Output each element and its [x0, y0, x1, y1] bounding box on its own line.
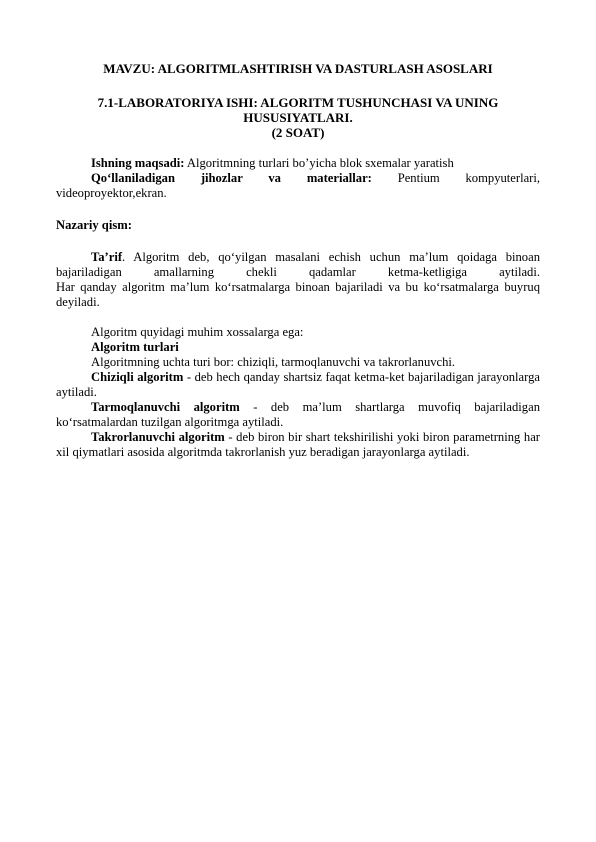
- definition-line1: [56, 250, 540, 265]
- properties-intro: Algoritm quyidagi muhim xossalarga ega:: [91, 325, 304, 339]
- types-intro: Algoritmning uchta turi bor: chiziqli, tarmoqlanuvchi va takrorlanuvchi.: [91, 355, 456, 369]
- types-heading: [56, 340, 575, 355]
- definition-text-line1: . Algoritm deb, qo‘yilgan masalani echish uchun ma’lum qoidaga binoan: [122, 250, 540, 264]
- types-heading-text: Algoritm turlari: [91, 340, 179, 354]
- branching-paragraph: [56, 400, 540, 430]
- loop-label: Takrorlanuvchi algoritm: [91, 430, 225, 444]
- branching-text: - deb ma’lum shartlarga muvofiq bajariladigan ko‘rsatmalardan tuzilgan algoritmga aytiladi.: [56, 400, 540, 429]
- equipment-paragraph: [56, 171, 540, 201]
- goal-text: Algoritmning turlari bo’yicha blok sxemalar yaratish: [184, 156, 454, 170]
- loop-text: - deb biron bir shart tekshirilishi yoki biron parametrning har xil qiymatlari asosida algoritmda takrorlanish yuz beradigan jarayonlarga aytiladi.: [56, 430, 540, 459]
- theory-heading-text: Nazariy qism:: [56, 218, 132, 232]
- lab-title-line2: HUSUSIYATLARI.: [243, 110, 353, 125]
- loop-paragraph: [56, 430, 540, 460]
- equipment-line1: [56, 171, 540, 186]
- equipment-text-line1: Pentium kompyuterlari,: [371, 171, 540, 185]
- lab-duration: (2 SOAT): [271, 125, 325, 140]
- definition-line2: bajariladigan amallarning chekli qadamlar ketma-ketligiga aytiladi.: [56, 265, 540, 279]
- lab-title-line1: 7.1-LABORATORIYA ISHI: ALGORITM TUSHUNCHASI VA UNING: [97, 95, 499, 110]
- equipment-label: Qo‘llaniladigan jihozlar va materiallar:: [91, 171, 372, 185]
- theory-heading: [56, 218, 540, 233]
- goal-label: Ishning maqsadi:: [91, 156, 185, 170]
- definition-label: Ta’rif: [91, 250, 123, 264]
- linear-label: Chiziqli algoritm: [91, 370, 184, 384]
- linear-text: - deb hech qanday shartsiz faqat ketma-ket bajariladigan jarayonlarga aytiladi.: [56, 370, 540, 399]
- topic-title: MAVZU: ALGORITMLASHTIRISH VA DASTURLASH ASOSLARI: [103, 61, 493, 76]
- goal-paragraph: [56, 156, 575, 171]
- definition-rest: Har qanday algoritm ma’lum ko‘rsatmalarga binoan bajariladi va bu ko‘rsatmalarga buyruq deyiladi.: [56, 280, 540, 309]
- equipment-text-line2: videoproyektor,ekran.: [56, 186, 167, 200]
- branching-label: Tarmoqlanuvchi algoritm: [91, 400, 240, 414]
- definition-paragraph: [56, 250, 540, 310]
- linear-paragraph: [56, 370, 540, 400]
